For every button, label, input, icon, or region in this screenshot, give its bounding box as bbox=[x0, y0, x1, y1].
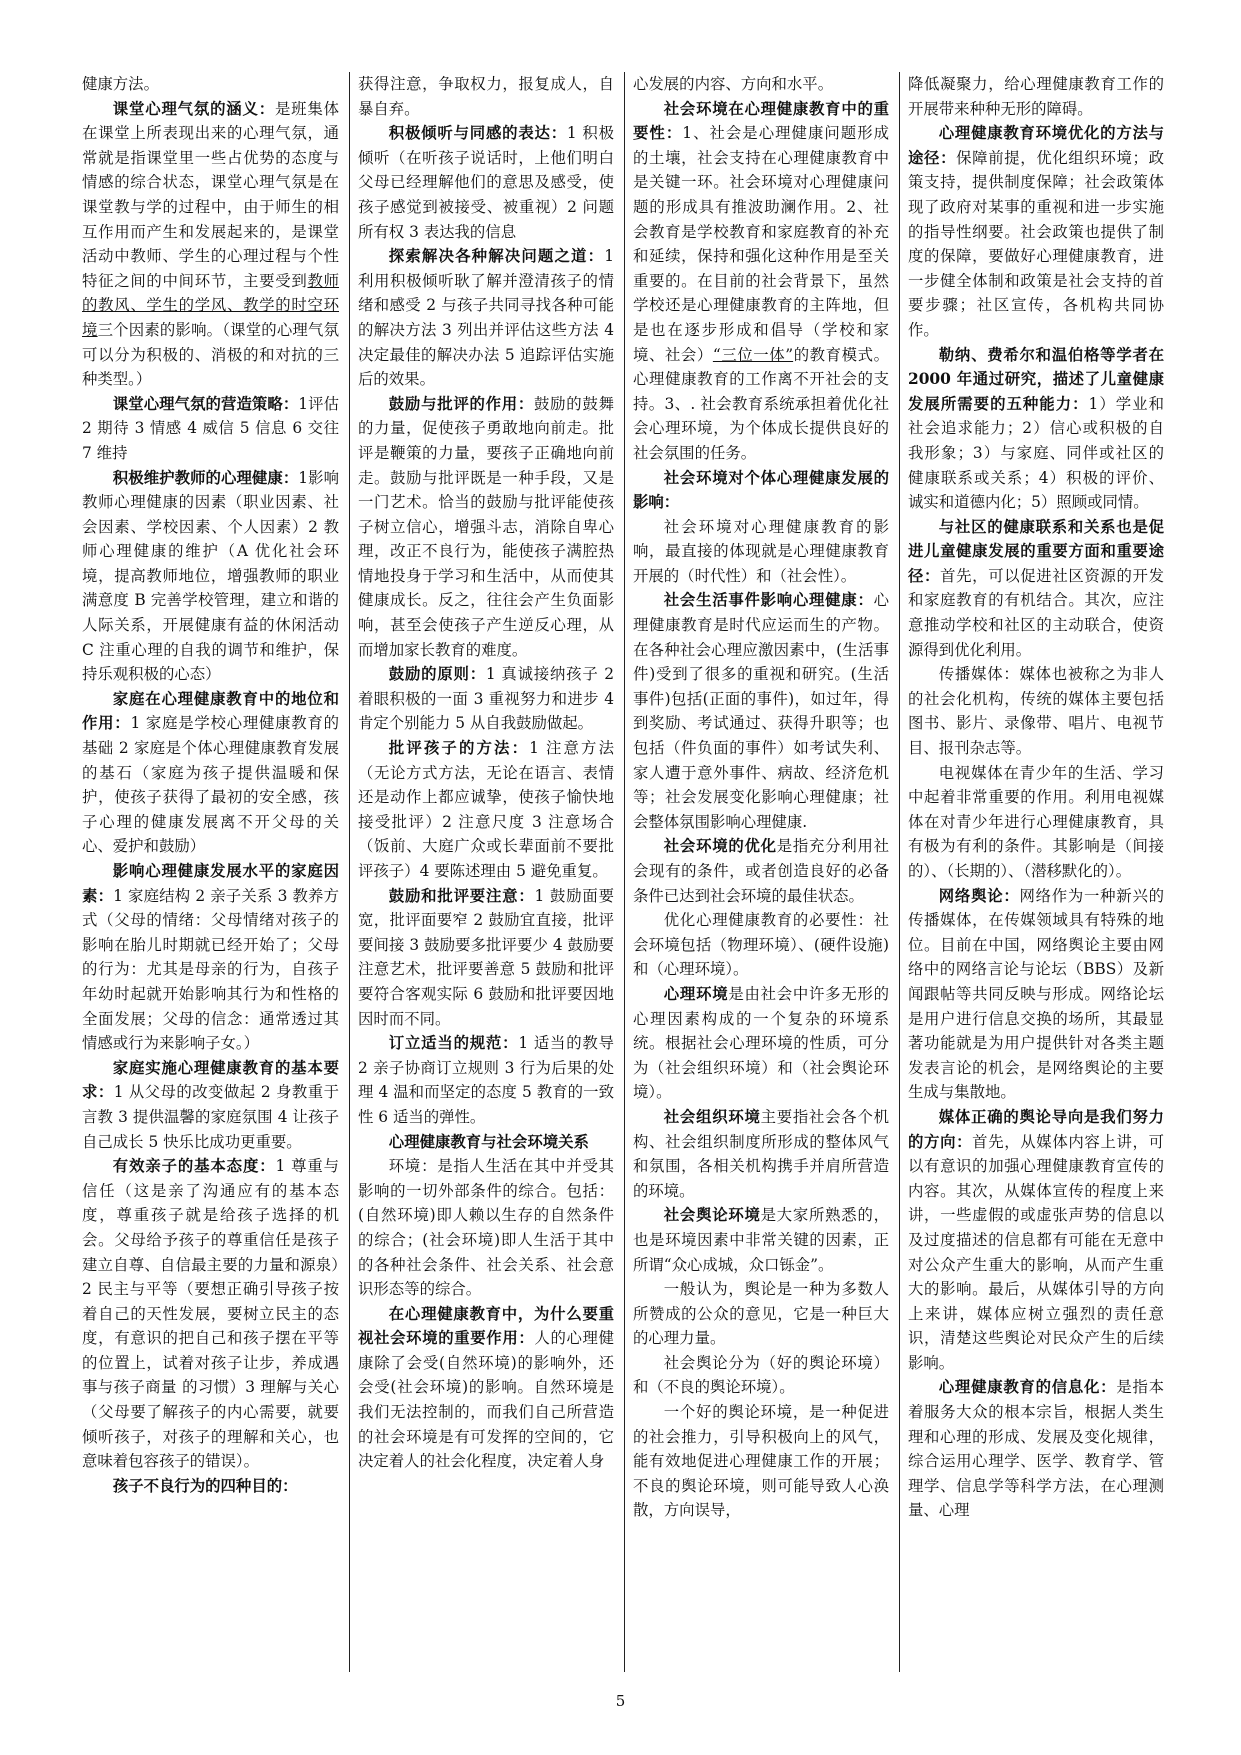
paragraph bbox=[908, 662, 1164, 760]
paragraph-text: 1 积极倾听（在听孩子说话时，上他们明白父母已经理解他们的意思及感受，使孩子感觉到被接受、被重视）2 问题所有权 3 表达我的信息 bbox=[358, 124, 614, 241]
paragraph-text: 优化心理健康教育的必要性：社会环境包括（物理环境）、(硬件设施)和（心理环境）。 bbox=[633, 911, 889, 979]
paragraph-heading: 孩子不良行为的四种目的： bbox=[112, 1476, 298, 1495]
paragraph-heading: 积极倾听与同感的表达： bbox=[388, 124, 567, 143]
paragraph-heading: 课堂心理气氛的营造策略： bbox=[112, 394, 299, 413]
paragraph-text: 1 适当的教导 2 亲子协商订立规则 3 行为后果的处理 4 温和而坚定的态度 5 教育的一致性 6 适当的弹性。 bbox=[358, 1034, 614, 1126]
paragraph bbox=[633, 908, 889, 982]
paragraph-heading: 社会舆论环境 bbox=[663, 1206, 761, 1225]
paragraph-heading: 家庭实施心理健康教育的基本要求： bbox=[82, 1058, 339, 1102]
paragraph-text: 是由社会中许多无形的心理因素构成的一个复杂的环境系统。根据社会心理环境的性质，可分为（社会组织环境）和（社会舆论环境）。 bbox=[633, 984, 889, 1102]
paragraph-heading: 批评孩子的方法： bbox=[388, 739, 530, 758]
paragraph-text: 主要指社会各个机构、社会组织制度所形成的整体风气和氛围，各相关机构携手并肩所营造的环境。 bbox=[633, 1107, 889, 1200]
column-3 bbox=[624, 72, 899, 1672]
paragraph bbox=[908, 884, 1164, 1105]
paragraph-text: 是指本着服务大众的根本宗旨，根据人类生理和心理的形成、发展及变化规律，综合运用心理学、医学、教育学、管理学、信息学等科学方法，在心理测量、心理 bbox=[908, 1378, 1164, 1520]
paragraph-text: 是大家所熟悉的，也是环境因素中非常关键的因素，正所谓“众心成城，众口铄金”。 bbox=[633, 1206, 889, 1274]
paragraph bbox=[82, 72, 339, 97]
paragraph-heading: 心理健康教育与社会环境关系 bbox=[388, 1132, 589, 1151]
paragraph-text: 电视媒体在青少年的生活、学习中起着非常重要的作用。利用电视媒体在对青少年进行心理健康教育，具有极为有利的条件。其影响是（间接的）、（长期的）、（潜移默化的）。 bbox=[908, 763, 1164, 880]
paragraph bbox=[633, 97, 889, 466]
paragraph bbox=[633, 1277, 889, 1351]
paragraph bbox=[633, 834, 889, 908]
paragraph-text: 网络作为一种新兴的传播媒体，在传媒领域具有特殊的地位。目前在中国，网络舆论主要由网络中的网络言论与论坛（BBS）及新闻跟帖等共同反映与形成。网络论坛是用户进行信息交换的场所，其最显著功能就是为用户提供针对各类主题发表言论的机会，是网络舆论的主要生成与集散地。 bbox=[908, 886, 1164, 1102]
paragraph-text: 1 家庭是学校心理健康教育的基础 2 家庭是个体心理健康教育发展的基石（家庭为孩子提供温暖和保护，使孩子获得了最初的安全感，孩子心理的健康发展离不开父母的关心、爱护和鼓励） bbox=[82, 714, 339, 856]
underlined-text: 教师的教风、学生的学风、教学的时空环境 bbox=[82, 271, 339, 339]
paragraph bbox=[633, 982, 889, 1105]
column-2 bbox=[349, 72, 624, 1672]
paragraph-heading: 勒纳、费希尔和温伯格等学者在 2000 年通过研究，描述了儿童健康发展所需要的五种能力： bbox=[908, 345, 1164, 413]
paragraph-heading: 社会环境对个体心理健康发展的影响： bbox=[633, 468, 889, 512]
paragraph-text: 心发展的内容、方向和水平。 bbox=[633, 75, 834, 93]
paragraph-heading: 课堂心理气氛的涵义： bbox=[112, 99, 275, 118]
paragraph bbox=[82, 392, 339, 466]
paragraph-text: 1 从父母的改变做起 2 身教重于言教 3 提供温馨的家庭氛围 4 让孩子自己成长 5 快乐比成功更重要。 bbox=[82, 1083, 339, 1151]
paragraph-text: 一个好的舆论环境，是一种促进的社会推力，引导积极向上的风气，能有效地促进心理健康工作的开展；不良的舆论环境，则可能导致人心涣散，方向误导， bbox=[633, 1403, 889, 1520]
paragraph-heading: 社会环境的优化 bbox=[663, 837, 777, 856]
paragraph-heading: 心理健康教育的信息化： bbox=[938, 1378, 1117, 1397]
paragraph bbox=[358, 392, 614, 663]
paragraph-heading: 社会生活事件影响心理健康： bbox=[663, 591, 874, 610]
paragraph bbox=[908, 343, 1164, 515]
paragraph-text: 一般认为，舆论是一种为多数人所赞成的公众的意见，它是一种巨大的心理力量。 bbox=[633, 1280, 889, 1348]
paragraph bbox=[358, 244, 614, 392]
paragraph-text: 首先，可以促进社区资源的开发和家庭教育的有机结合。其次，应注意推动学校和社区的主动联合，使资源得到优化利用。 bbox=[908, 566, 1164, 659]
paragraph-heading: 媒体正确的舆论导向是我们努力的方向： bbox=[908, 1107, 1164, 1151]
paragraph-text: 是班集体在课堂上所表现出来的心理气氛，通常就是指课堂里一些占优势的态度与情感的综合状态，课堂心理气氛是在课堂教与学的过程中，由于师生的相互作用而产生和发展起来的，是课堂活动中教师、学生的心理过程与个性特征之间的中间环节，主要受到 bbox=[82, 99, 339, 290]
paragraph-heading: 探索解决各种解决问题之道： bbox=[388, 247, 605, 266]
paragraph bbox=[358, 1154, 614, 1302]
paragraph bbox=[633, 1203, 889, 1277]
paragraph-text: 心理健康教育是时代应运而生的产物。在各种社会心理应激因素中，(生活事件)受到了很多的重视和研究。(生活事件)包括(正面的事件)，如过年，得到奖励、考试通过、获得升职等；也包括（件负面的事件）如考试失利、家人遭于意外事件、病故、经济危机等；社会发展变化影响心理健康；社会整体氛围影响心理健康. bbox=[633, 591, 889, 831]
paragraph bbox=[358, 121, 614, 244]
paragraph-text: 的教育模式。心理健康教育的工作离不开社会的支持。3、. 社会教育系统承担着优化社会心理环境，为个体成长提供良好的社会氛围的任务。 bbox=[633, 345, 889, 462]
paragraph bbox=[82, 687, 339, 859]
paragraph-heading: 在心理健康教育中，为什么要重视社会环境的重要作用： bbox=[358, 1304, 614, 1348]
paragraph bbox=[358, 662, 614, 736]
paragraph bbox=[358, 1130, 614, 1155]
paragraph bbox=[358, 72, 614, 121]
paragraph bbox=[82, 1056, 339, 1154]
paragraph-text: 人的心理健康除了会受(自然环境)的影响外，还会受(社会环境)的影响。自然环境是我们无法控制的，而我们自己所营造的社会环境是有可发挥的空间的，它决定着人的社会化程度，决定着人身 bbox=[358, 1329, 614, 1471]
paragraph-heading: 家庭在心理健康教育中的地位和作用： bbox=[82, 689, 339, 733]
paragraph bbox=[908, 1375, 1164, 1523]
paragraph bbox=[633, 1105, 889, 1203]
paragraph-heading: 与社区的健康联系和关系也是促进儿童健康发展的重要方面和重要途径： bbox=[908, 517, 1164, 585]
paragraph bbox=[633, 466, 889, 515]
paragraph-text: 1 真诚接纳孩子 2 着眼积极的一面 3 重视努力和进步 4 肯定个别能力 5 从自我鼓励做起。 bbox=[358, 665, 614, 733]
paragraph bbox=[633, 588, 889, 834]
paragraph-text: 健康方法。 bbox=[82, 75, 159, 93]
paragraph-heading: 鼓励和批评要注意： bbox=[388, 886, 535, 905]
paragraph bbox=[82, 1474, 339, 1499]
paragraph-text: 降低凝聚力，给心理健康教育工作的开展带来种种无形的障碍。 bbox=[908, 75, 1164, 118]
underlined-text: “三位一体” bbox=[712, 345, 794, 364]
column-4 bbox=[899, 72, 1174, 1672]
paragraph-heading: 积极维护教师的心理健康： bbox=[112, 468, 299, 487]
paragraph-text: 社会舆论分为（好的舆论环境）和（不良的舆论环境）。 bbox=[633, 1353, 889, 1397]
paragraph bbox=[908, 72, 1164, 121]
paragraph bbox=[82, 1154, 339, 1474]
paragraph-text: 1 注意方法（无论方式方法，无论在语言、表情还是动作上都应诚挚，使孩子愉快地接受批评）2 注意尺度 3 注意场合（饭前、大庭广众或长辈面前不要批评孩子）4 要陈述理由 5 避免重复。 bbox=[358, 739, 614, 880]
paragraph-heading: 社会组织环境 bbox=[663, 1107, 761, 1126]
paragraph-text: 三个因素的影响。（课堂的心理气氛可以分为积极的、消极的和对抗的三种类型。） bbox=[82, 320, 339, 389]
paragraph-text: 1影响教师心理健康的因素（职业因素、社会因素、学校因素、个人因素）2 教师心理健康的维护（A 优化社会环境，提高教师地位，增强教师的职业满意度 B 完善学校管理，建立和谐的人际关系，开展健康有益的休闲活动 C 注重心理的自我的调节和维护，保持乐观积极的心态） bbox=[82, 468, 339, 684]
paragraph bbox=[908, 1105, 1164, 1376]
paragraph bbox=[633, 72, 889, 97]
paragraph bbox=[633, 1351, 889, 1400]
paragraph bbox=[633, 1400, 889, 1523]
paragraph bbox=[358, 884, 614, 1032]
paragraph-text: 1评估 2 期待 3 情感 4 威信 5 信息 6 交往 7 维持 bbox=[82, 394, 339, 462]
paragraph-heading: 社会环境在心理健康教育中的重要性： bbox=[633, 99, 889, 143]
paragraph bbox=[82, 859, 339, 1056]
paragraph-text: 1 鼓励面要宽，批评面要窄 2 鼓励宜直接，批评要间接 3 鼓励要多批评要少 4 鼓励要注意艺术，批评要善意 5 鼓励和批评要符合客观实际 6 鼓励和批评要因地因时而不同。 bbox=[358, 886, 614, 1028]
paragraph bbox=[358, 1031, 614, 1129]
paragraph-text: 1 利用积极倾听耿了解并澄清孩子的情绪和感受 2 与孩子共同寻找各种可能的解决方法 3 列出并评估这些方法 4 决定最佳的解决办法 5 追踪评估实施后的效果。 bbox=[358, 247, 614, 389]
paragraph-text: 传播媒体：媒体也被称之为非人的社会化机构，传统的媒体主要包括图书、影片、录像带、唱片、电视节目、报刊杂志等。 bbox=[908, 665, 1164, 758]
page-number: 5 bbox=[615, 1692, 626, 1710]
paragraph-text: 1 家庭结构 2 亲子关系 3 教养方式（父母的情绪：父母情绪对孩子的影响在胎儿时期就已经开始了；父母的行为：尤其是母亲的行为，自孩子年幼时起就开始影响其行为和性格的全面发展；父母的信念：通常透过其情感或行为来影响子女。） bbox=[82, 886, 339, 1053]
paragraph-text: 1、社会是心理健康问题形成的土壤，社会支持在心理健康教育中是关键一环。社会环境对心理健康问题的形成具有推波助澜作用。2、社会教育是学校教育和家庭教育的补充和延续，保持和强化这种作用是至关重要的。在目前的社会背景下，虽然学校还是心理健康教育的主阵地，但是也在逐步形成和倡导（学校和家境、社会） bbox=[633, 124, 889, 364]
paragraph bbox=[908, 761, 1164, 884]
paragraph bbox=[908, 121, 1164, 342]
paragraph-heading: 心理环境 bbox=[663, 984, 729, 1003]
paragraph-text: 1）学业和社会追求能力；2）信心或积极的自我形象；3）与家庭、同伴或社区的健康联系或关系；4）积极的评价、诚实和道德内化；5）照顾或同情。 bbox=[908, 394, 1164, 512]
paragraph bbox=[358, 1302, 614, 1474]
paragraph-text: 社会环境对心理健康教育的影响，最直接的体现就是心理健康教育开展的（时代性）和（社会性）。 bbox=[633, 517, 889, 585]
paragraph-text: 首先，从媒体内容上讲，可以有意识的加强心理健康教育宣传的内容。其次，从媒体宣传的程度上来讲，一些虚假的或虚张声势的信息以及过度描述的信息都有可能在无意中对公众产生重大的影响，从而产生重大的影响。最后，从媒体引导的方向上来讲，媒体应树立强烈的责任意识，清楚这些舆论对民众产生的后续影响。 bbox=[908, 1132, 1164, 1372]
paragraph-text: 是指充分利用社会现有的条件，或者创造良好的必备条件已达到社会环境的最佳状态。 bbox=[633, 837, 889, 905]
page-body bbox=[74, 72, 1174, 1672]
paragraph-text: 获得注意，争取权力，报复成人，自暴自弃。 bbox=[358, 75, 614, 118]
paragraph-text: 鼓励的鼓舞的力量，促使孩子勇敢地向前走。批评是鞭策的力量，要孩子正确地向前走。鼓励与批评既是一种手段，又是一门艺术。恰当的鼓励与批评能使孩子树立信心，增强斗志，消除自卑心理，改正不良行为，能使孩子满腔热情地投身于学习和生活中，从而使其健康成长。反之，往往会产生负面影响，甚至会使孩子产生逆反心理，从而增加家长教育的难度。 bbox=[358, 394, 614, 659]
paragraph-heading: 有效亲子的基本态度： bbox=[112, 1157, 276, 1176]
paragraph-heading: 鼓励与批评的作用： bbox=[388, 394, 535, 413]
paragraph bbox=[633, 515, 889, 589]
column-1 bbox=[74, 72, 349, 1672]
paragraph bbox=[82, 97, 339, 392]
paragraph-heading: 鼓励的原则： bbox=[388, 665, 486, 684]
paragraph bbox=[908, 515, 1164, 663]
paragraph-text: 保障前提，优化组织环境；政策支持，提供制度保障；社会政策体现了政府对某事的重视和进一步实施的指导性纲要。社会政策也提供了制度的保障，要做好心理健康教育，进一步健全体制和政策是社会支持的首要步骤；社区宣传，各机构共同协作。 bbox=[908, 148, 1164, 339]
paragraph-heading: 影响心理健康发展水平的家庭因素： bbox=[82, 862, 339, 905]
paragraph-text: 环境：是指人生活在其中并受其影响的一切外部条件的综合。包括：(自然环境)即人赖以生存的自然条件的综合；(社会环境)即人生活于其中的各种社会条件、社会关系、社会意识形态等的综合。 bbox=[358, 1157, 614, 1299]
paragraph bbox=[82, 466, 339, 687]
paragraph bbox=[358, 736, 614, 884]
paragraph-heading: 订立适当的规范： bbox=[388, 1034, 519, 1053]
paragraph-text: 1 尊重与信任（这是亲了沟通应有的基本态度，尊重孩子就是给孩子选择的机会。父母给予孩子的尊重信任是孩子建立自尊、自信最主要的力量和源泉）2 民主与平等（要想正确引导孩子按着自己的天性发展，要树立民主的态度，有意识的把自己和孩子摆在平等的位置上，试着对孩子让步，养成遇事与孩子商量 的习惯）3 理解与关心（父母要了解孩子的内心需要，就要倾听孩子，对孩子的理解和关心，也意味着包容孩子的错误）。 bbox=[82, 1157, 339, 1471]
paragraph-heading: 心理健康教育环境优化的方法与途径： bbox=[908, 124, 1164, 167]
paragraph-heading: 网络舆论： bbox=[938, 886, 1020, 905]
